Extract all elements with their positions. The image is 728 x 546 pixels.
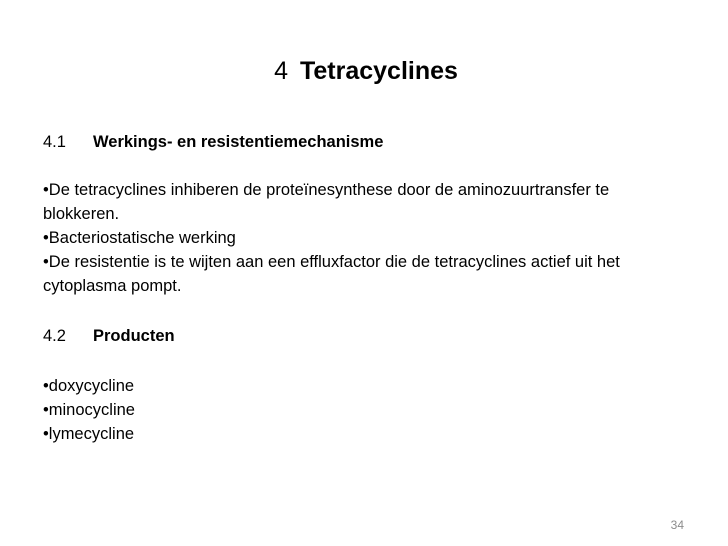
slide-content bbox=[43, 130, 683, 446]
spacer bbox=[43, 348, 683, 374]
bullet-item: •lymecycline bbox=[43, 425, 135, 443]
section-number: 4.2 bbox=[43, 327, 66, 345]
section-heading-4-2 bbox=[43, 324, 683, 348]
section-heading-4-1 bbox=[43, 130, 683, 154]
page-number: 34 bbox=[670, 518, 684, 532]
title-text: Tetracyclines bbox=[299, 57, 458, 85]
bullet-item: •Bacteriostatische werking bbox=[43, 229, 236, 247]
bullet-item: •minocycline bbox=[43, 401, 135, 419]
section-number: 4.1 bbox=[43, 133, 66, 151]
slide-title bbox=[0, 56, 728, 86]
spacer bbox=[43, 298, 683, 324]
section-title: Werkings- en resistentiemechanisme bbox=[93, 133, 384, 151]
section-title: Producten bbox=[93, 327, 175, 345]
bullet-item: •De resistentie is te wijten aan een effluxfactor die de tetracyclines actief uit het cytoplasma pompt. bbox=[43, 253, 620, 295]
spacer bbox=[43, 154, 683, 178]
bullet-item: •De tetracyclines inhiberen de proteïnesynthese door de aminozuurtransfer te blokkeren. bbox=[43, 181, 610, 223]
bullet-item: •doxycycline bbox=[43, 377, 135, 395]
title-number: 4 bbox=[274, 57, 288, 85]
